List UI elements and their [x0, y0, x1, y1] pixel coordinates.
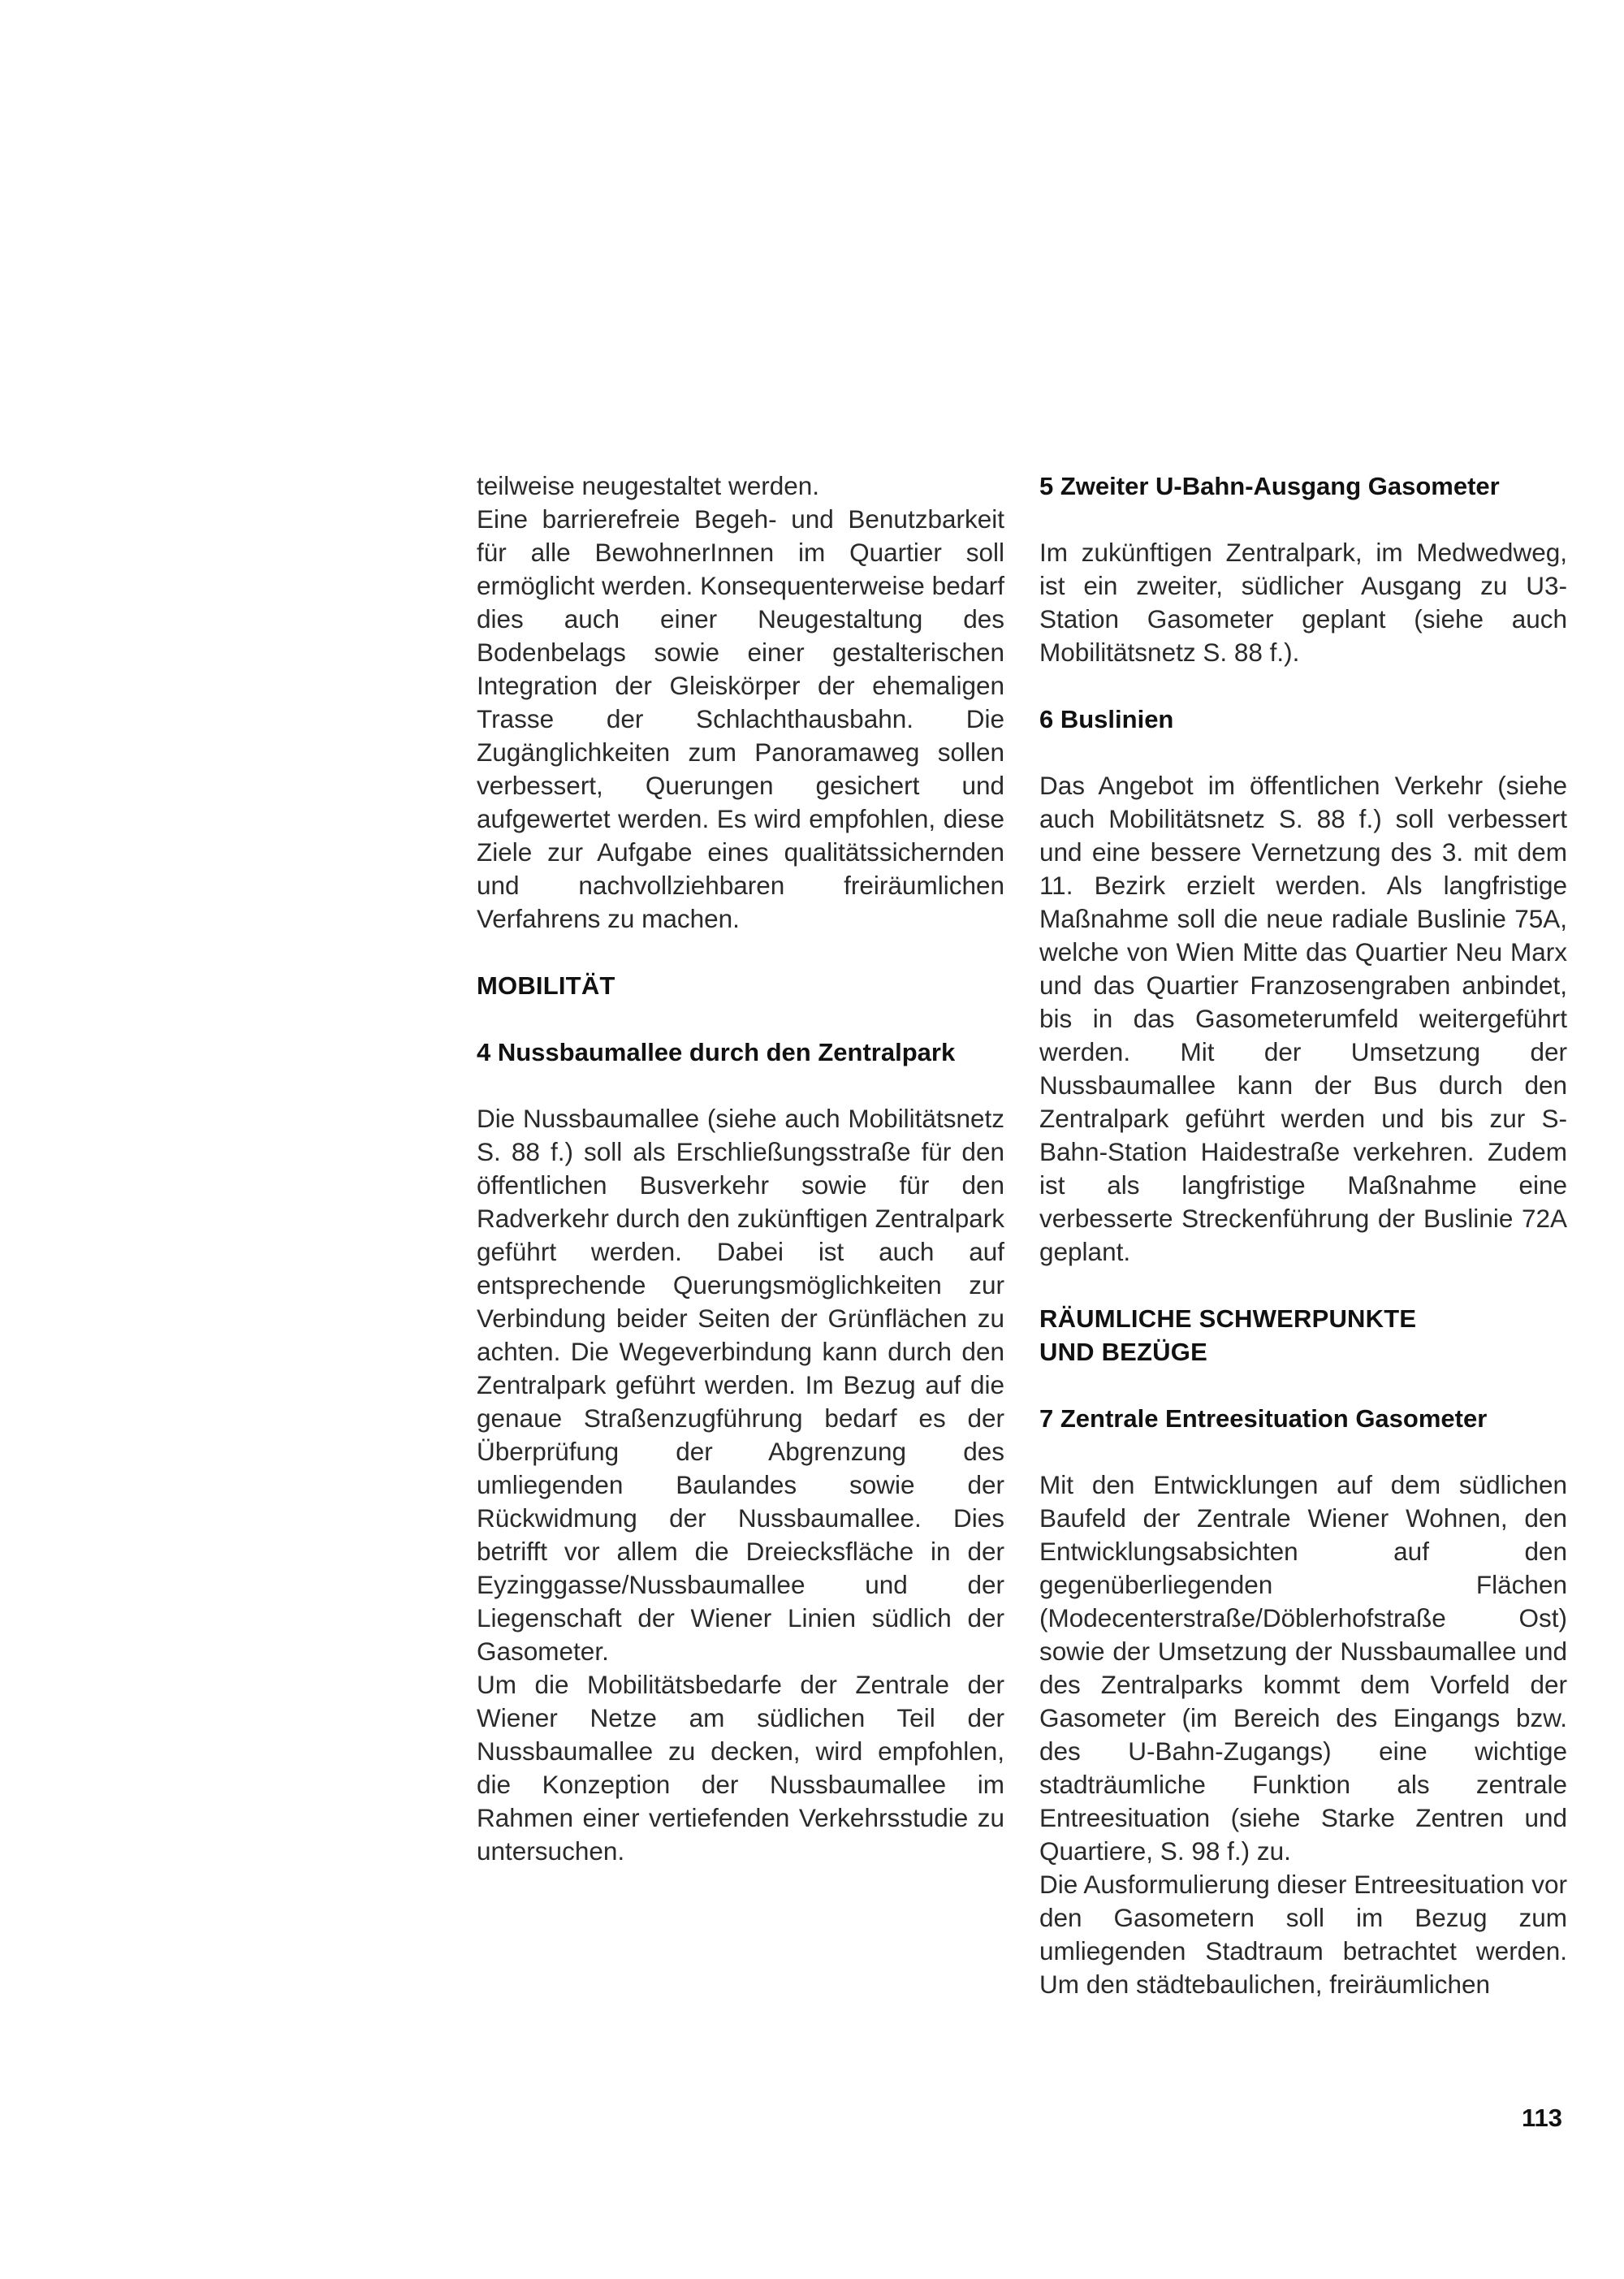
paragraph: teilweise neugestaltet werden. — [477, 471, 820, 500]
section-heading-line: RÄUMLICHE SCHWERPUNKTE — [1039, 1304, 1417, 1333]
right-column — [1039, 469, 1567, 2001]
spacer — [1039, 1269, 1567, 1302]
paragraph: Die Nussbaumallee (siehe auch Mobilitätsnetz S. 88 f.) soll als Erschließungsstraße für den öffentlichen Busverkehr sowie für den Radverkehr durch den zukünftigen Zentralpark geführt werden. Dabei ist auch auf entsprechende Querungsmöglichkeiten zur Verbindung beider Seiten der Grünflächen zu achten. Die Wegeverbindung kann durch den Zentralpark geführt werden. Im Bezug auf die genaue Straßenzugführung bedarf es der Überprüfung der Abgrenzung des umliegenden Baulandes sowie der Rückwidmung der Nussbaumallee. Dies betrifft vor allem die Dreiecksfläche in der Eyzinggasse/Nussbaumallee und der Liegenschaft der Wiener Linien südlich der Gasometer. — [477, 1104, 1004, 1666]
item-heading-4: 4 Nussbaumallee durch den Zentralpark — [477, 1038, 956, 1066]
spacer — [477, 1069, 1004, 1102]
item-heading-7: 7 Zentrale Entreesituation Gasometer — [1039, 1404, 1488, 1433]
paragraph: Das Angebot im öffentlichen Verkehr (siehe auch Mobilitätsnetz S. 88 f.) soll verbessert und eine bessere Vernetzung des 3. mit dem 11. Bezirk erzielt werden. Als langfristige Maßnahme soll die neue radiale Buslinie 75A, welche von Wien Mitte das Quartier Neu Marx und das Quartier Franzosengraben anbindet, bis in das Gasometerumfeld weitergeführt werden. Mit der Umsetzung der Nussbaumallee kann der Bus durch den Zentralpark geführt werden und bis zur S-Bahn-Station Haidestraße verkehren. Zudem ist als langfristige Maßnahme eine verbesserte Streckenführung der Buslinie 72A geplant. — [1039, 771, 1567, 1266]
page-number: 113 — [1521, 2104, 1562, 2132]
spacer — [1039, 503, 1567, 536]
section-heading-mobilitaet: MOBILITÄT — [477, 971, 615, 1000]
item-heading-6: 6 Buslinien — [1039, 705, 1174, 733]
section-heading-line: UND BEZÜGE — [1039, 1338, 1207, 1366]
left-column — [477, 469, 1004, 1868]
spacer — [1039, 1435, 1567, 1468]
paragraph: Mit den Entwicklungen auf dem südlichen Baufeld der Zentrale Wiener Wohnen, den Entwicklungsabsichten auf den gegenüberliegenden Flächen (Modecenterstraße/Döblerhofstraße Ost) sowie der Umsetzung der Nussbaumallee und des Zentralparks kommt dem Vorfeld der Gasometer (im Bereich des Eingangs bzw. des U-Bahn-Zugangs) eine wichtige stadträumliche Funktion als zentrale Entreesituation (siehe Starke Zentren und Quartiere, S. 98 f.) zu. — [1039, 1470, 1567, 1866]
paragraph: Im zukünftigen Zentralpark, im Medwedweg, ist ein zweiter, südlicher Ausgang zu U3-Station Gasometer geplant (siehe auch Mobilitätsnetz S. 88 f.). — [1039, 538, 1567, 667]
spacer — [1039, 736, 1567, 769]
section-heading-raeumlich — [1039, 1302, 1567, 1369]
paragraph: Die Ausformulierung dieser Entreesituation vor den Gasometern soll im Bezug zum umliegenden Stadtraum betrachtet werden. Um den städtebaulichen, freiräumlichen — [1039, 1870, 1567, 1999]
paragraph: Um die Mobilitätsbedarfe der Zentrale der Wiener Netze am südlichen Teil der Nussbaumallee zu decken, wird empfohlen, die Konzeption der Nussbaumallee im Rahmen einer vertiefenden Verkehrsstudie zu untersuchen. — [477, 1670, 1004, 1866]
item-heading-5: 5 Zweiter U-Bahn-Ausgang Gasometer — [1039, 472, 1500, 500]
spacer — [477, 936, 1004, 969]
paragraph: Eine barrierefreie Begeh- und Benutzbarkeit für alle BewohnerInnen im Quartier soll ermöglicht werden. Konsequenterweise bedarf dies auch einer Neugestaltung des Bodenbelags sowie einer gestalterischen Integration der Gleiskörper der ehemaligen Trasse der Schlachthausbahn. Die Zugänglichkeiten zum Panoramaweg sollen verbessert, Querungen gesichert und aufgewertet werden. Es wird empfohlen, diese Ziele zur Aufgabe eines qualitätssichernden und nachvollziehbaren freiräumlichen Verfahrens zu machen. — [477, 504, 1004, 933]
spacer — [1039, 1369, 1567, 1402]
spacer — [1039, 669, 1567, 703]
spacer — [477, 1002, 1004, 1036]
